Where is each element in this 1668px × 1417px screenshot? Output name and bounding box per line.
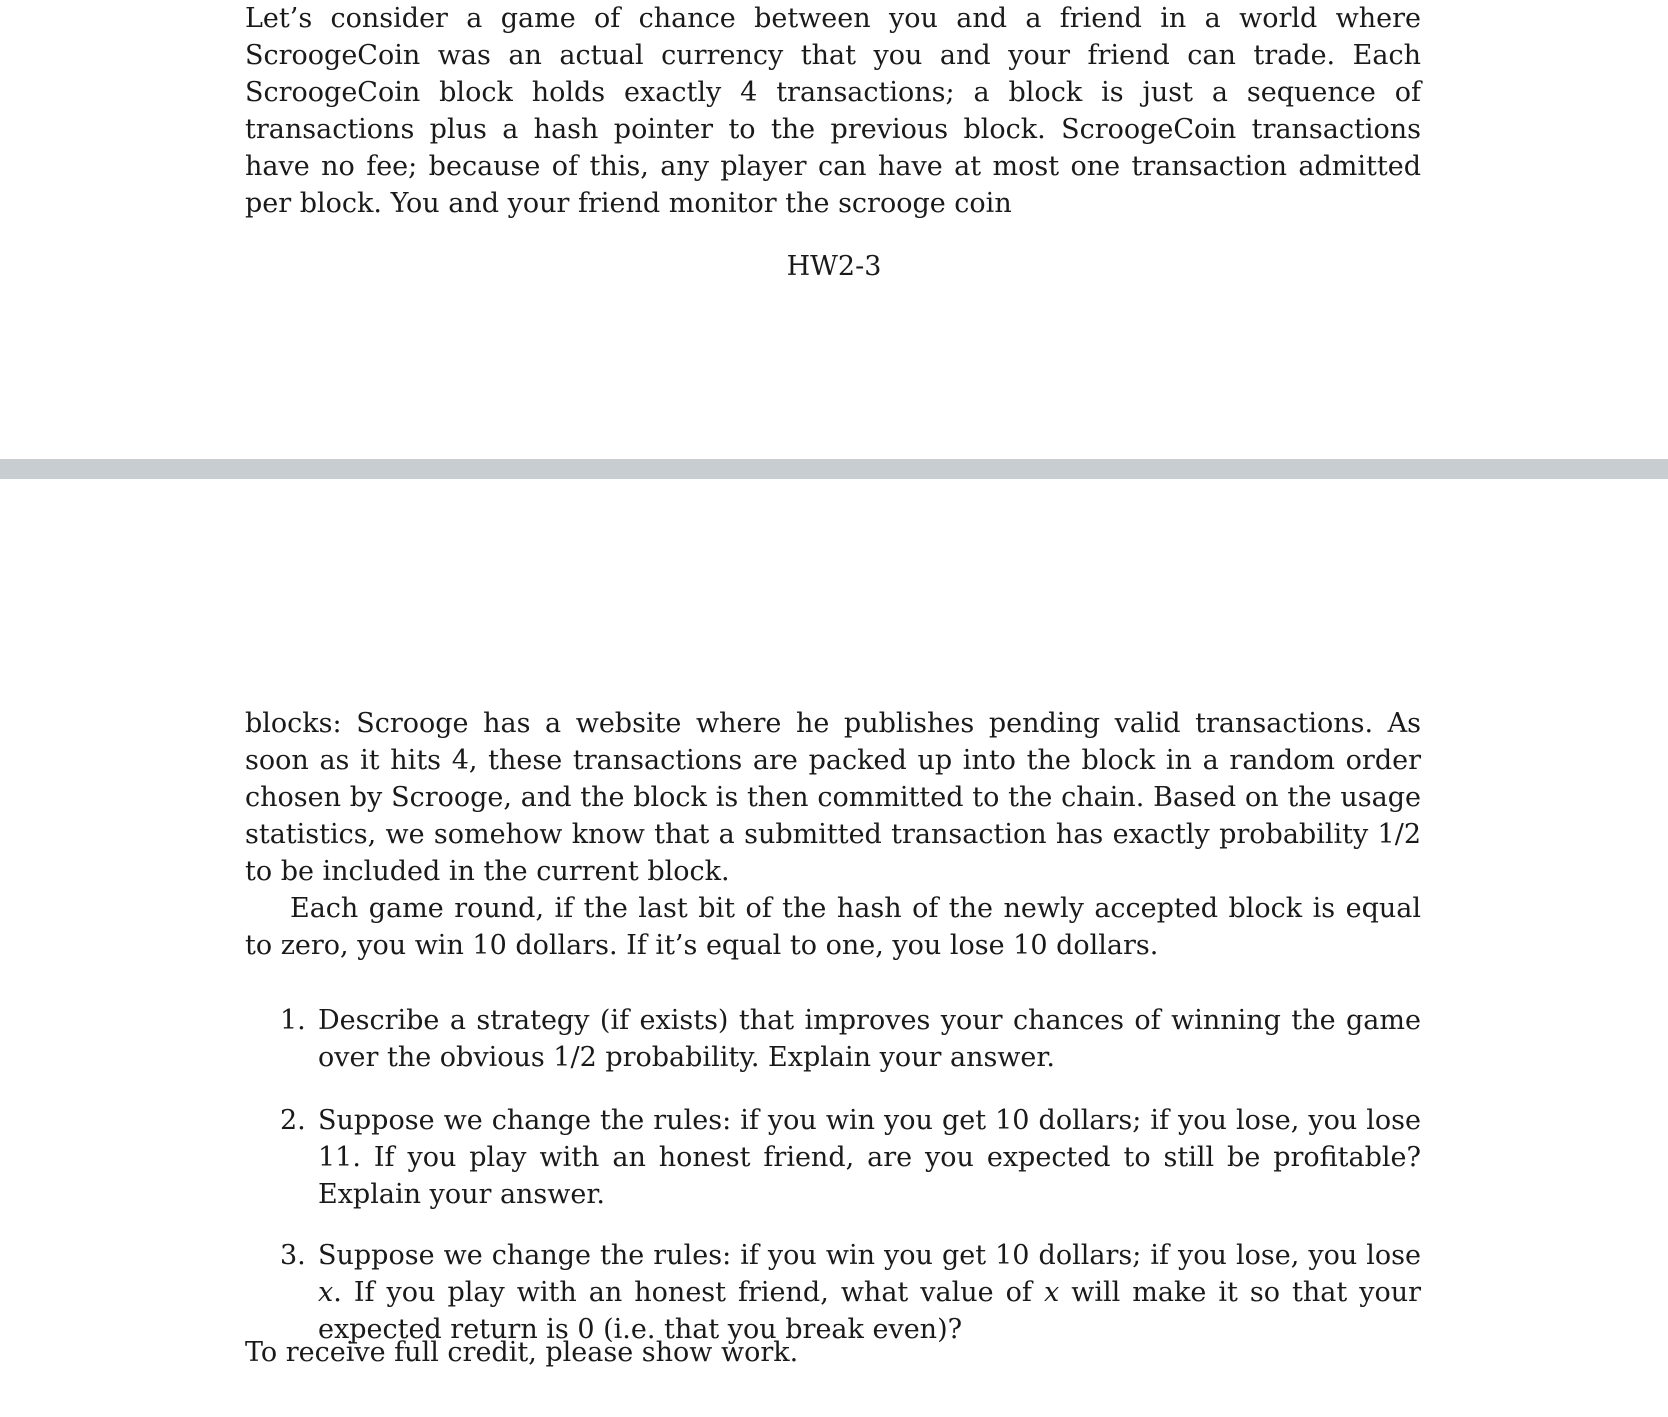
- game-rules-paragraph: Each game round, if the last bit of the hash of the newly accepted block is equal to zero, you win 10 dollars. If it’s equal to one, you lose 10 dollars.: [245, 893, 1421, 961]
- question-number: 1.: [280, 1005, 306, 1036]
- question-text-part: . If you play with an honest friend, what value of: [333, 1277, 1044, 1308]
- question-text-part: Suppose we change the rules: if you win you get 10 dollars; if you lose, you lose: [318, 1240, 1421, 1271]
- question-item-1: [280, 1002, 1421, 1076]
- question-item-2: [280, 1102, 1421, 1213]
- continuation-paragraph: blocks: Scrooge has a website where he publishes pending valid transactions. As soon as it hits 4, these transactions are packed up into the block in a random order chosen by Scrooge, and the block is then committed to the chain. Based on the usage statistics, we somehow know that a submitted transaction has exactly probability 1/2 to be included in the current block.: [245, 708, 1421, 887]
- math-variable: x: [1043, 1277, 1060, 1308]
- page-footer-label: HW2-3: [786, 251, 882, 282]
- top-page-paragraph: Let’s consider a game of chance between you and a friend in a world where ScroogeCoin was an actual currency that you and your friend can trade. Each ScroogeCoin block holds exactly 4 transactions; a block is just a sequence of transactions plus a hash pointer to the previous block. ScroogeCoin transactions have no fee; because of this, any player can have at most one transaction admitted per block. You and your friend monitor the scrooge coin: [245, 3, 1421, 219]
- question-text-part: will make it so that your expected return is 0 (i.e. that you break even)?: [318, 1277, 1421, 1345]
- question-number: 3.: [280, 1240, 306, 1271]
- question-text: Describe a strategy (if exists) that improves your chances of winning the game over the obvious 1/2 probability. Explain your answer.: [318, 1005, 1421, 1073]
- question-text: [318, 1237, 1421, 1348]
- question-text: Suppose we change the rules: if you win you get 10 dollars; if you lose, you lose 11. If you play with an honest friend, are you expected to still be profitable? Explain your answer.: [318, 1105, 1421, 1210]
- math-variable: x: [318, 1277, 334, 1308]
- question-number: 2.: [280, 1105, 306, 1136]
- page-separator: [0, 459, 1668, 479]
- bottom-page: [0, 479, 1668, 1417]
- closing-note: To receive full credit, please show work.: [245, 1337, 799, 1368]
- top-page: [0, 0, 1668, 459]
- question-item-3: [280, 1237, 1421, 1348]
